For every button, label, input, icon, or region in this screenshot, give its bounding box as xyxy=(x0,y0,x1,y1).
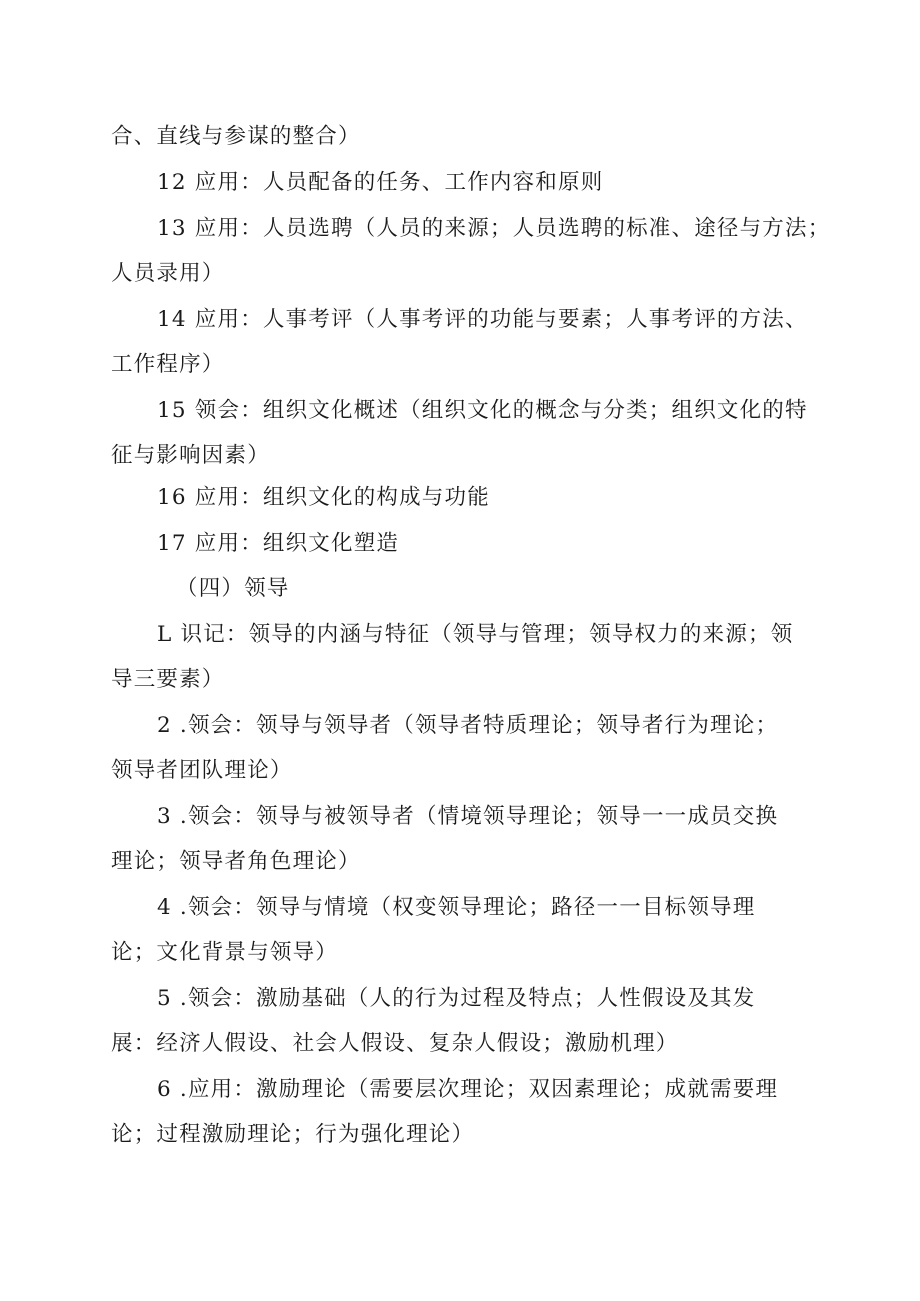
text-line: 14 应用：人事考评（人事考评的功能与要素；人事考评的方法、 xyxy=(157,307,808,332)
text-line: 征与影响因素） xyxy=(111,443,270,468)
text-line: 13 应用：人员选聘（人员的来源；人员选聘的标准、途径与方法； xyxy=(157,216,831,241)
text-line: L 识记：领导的内涵与特征（领导与管理；领导权力的来源；领 xyxy=(157,622,794,647)
text-line: 2 .领会：领导与领导者（领导者特质理论；领导者行为理论； xyxy=(157,713,779,738)
text-line: 16 应用：组织文化的构成与功能 xyxy=(157,485,490,510)
text-line: 3 .领会：领导与被领导者（情境领导理论；领导一一成员交换 xyxy=(157,804,779,829)
text-line: 5 .领会：激励基础（人的行为过程及特点；人性假设及其发 xyxy=(157,986,756,1011)
text-line: 论；过程激励理论；行为强化理论） xyxy=(111,1122,475,1147)
section-heading: （四）领导 xyxy=(176,576,290,601)
text-line: 17 应用：组织文化塑造 xyxy=(157,531,400,556)
text-line: 理论；领导者角色理论） xyxy=(111,849,361,874)
text-line: 15 领会：组织文化概述（组织文化的概念与分类；组织文化的特 xyxy=(157,398,808,423)
text-line: 导三要素） xyxy=(111,667,225,692)
text-line: 人员录用） xyxy=(111,261,225,286)
text-line: 论；文化背景与领导） xyxy=(111,940,339,965)
text-line: 12 应用：人员配备的任务、工作内容和原则 xyxy=(157,170,604,195)
text-line: 6 .应用：激励理论（需要层次理论；双因素理论；成就需要理 xyxy=(157,1077,779,1102)
text-line: 展：经济人假设、社会人假设、复杂人假设；激励机理） xyxy=(111,1031,679,1056)
text-line: 4 .领会：领导与情境（权变领导理论；路径一一目标领导理 xyxy=(157,895,756,920)
text-line: 领导者团队理论） xyxy=(111,758,293,783)
text-line: 合、直线与参谋的整合） xyxy=(111,124,361,149)
text-line: 工作程序） xyxy=(111,352,225,377)
